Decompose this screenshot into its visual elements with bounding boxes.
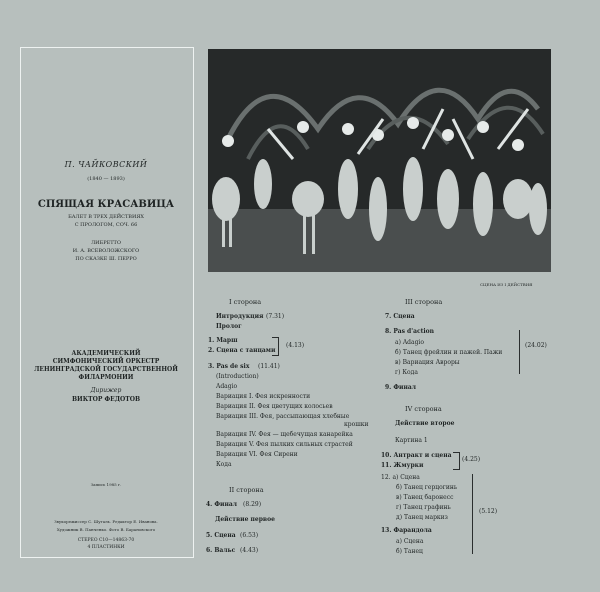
track-11: 11. Жмурки: [381, 462, 424, 469]
track-intro: Интродукция: [216, 313, 264, 320]
track-12e: д) Танец маркиз: [396, 514, 448, 521]
ballet-stage-photo: [208, 49, 551, 272]
track-6: 6. Вальс: [206, 547, 236, 554]
act-2-heading: Действие второе: [395, 420, 455, 427]
track-5-time: (6.53): [240, 532, 259, 539]
credits-line-1: Звукорежиссер С. Шугаль. Редактор Е. Иванова.: [54, 519, 158, 524]
track-13b: б) Танец: [396, 548, 423, 555]
track-12d: г) Танец графинь: [396, 504, 451, 511]
track-6-time: (4.43): [240, 547, 259, 554]
time-1-2: (4.13): [286, 342, 305, 349]
track-8a: а) Adagio: [395, 339, 424, 346]
track-12b: б) Танец герцогинь: [396, 484, 458, 491]
track-3-time: (11.41): [258, 363, 280, 370]
act-1-heading: Действие первое: [215, 516, 275, 523]
variation-3: Вариация III. Фея, рассыпающая хлебные: [216, 413, 350, 420]
variation-4: Вариация IV. Фея — щебечущая канарейка: [216, 431, 353, 438]
track-13a: а) Сцена: [396, 538, 424, 545]
bracket-1-2: [272, 337, 279, 356]
prolog-heading: Пролог: [216, 323, 242, 330]
track-8d: г) Кода: [395, 369, 418, 376]
track-4-time: (8.29): [243, 501, 262, 508]
variation-6: Вариация VI. Фея Сирени: [216, 451, 298, 458]
scene-1-heading: Картина 1: [395, 437, 428, 444]
track-8c: в) Вариация Авроры: [395, 359, 460, 366]
track-1: 1. Марш: [208, 337, 238, 344]
track-3-adagio: Adagio: [216, 383, 238, 390]
side-3-header: III сторона: [405, 298, 443, 306]
conductor-label: Дирижер: [90, 387, 122, 394]
libretto-line-3: ПО СКАЗКЕ Ш. ПЕРРО: [75, 256, 137, 262]
coda: Кода: [216, 461, 232, 468]
bracket-10-11: [453, 452, 460, 470]
track-7: 7. Сцена: [385, 313, 415, 320]
track-5: 5. Сцена: [206, 532, 236, 539]
catalog-number: СТЕРЕО С10—14863-70: [77, 538, 135, 543]
variation-3-cont: крошки: [344, 421, 369, 428]
time-8: (24.02): [525, 342, 547, 349]
composer-name: П. ЧАЙКОВСКИЙ: [64, 160, 148, 169]
bracket-8: [519, 330, 520, 374]
variation-5: Вариация V. Фея пылких сильных страстей: [216, 441, 353, 448]
track-13: 13. Фарандола: [381, 527, 432, 534]
ballet-scene-image: [208, 49, 551, 272]
subtitle-line-1: БАЛЕТ В ТРЕХ ДЕЙСТВИЯХ: [68, 214, 144, 220]
libretto-line-2: И. А. ВСЕВОЛОЖСКОГО: [72, 248, 140, 254]
track-8: 8. Pas d'action: [385, 328, 435, 335]
ballet-title: СПЯЩАЯ КРАСАВИЦА: [37, 199, 175, 210]
track-3: 3. Pas de six: [208, 363, 250, 370]
libretto-line-1: ЛИБРЕТТО: [91, 240, 121, 246]
conductor-name: ВИКТОР ФЕДОТОВ: [71, 396, 141, 403]
side-4-header: IV сторона: [405, 405, 442, 413]
orchestra-line-2: СИМФОНИЧЕСКИЙ ОРКЕСТР: [52, 358, 160, 365]
track-8b: б) Танец фрейлин и пажей. Пажи: [395, 349, 503, 356]
side-2-header: II сторона: [229, 486, 264, 494]
track-4: 4. Финал: [206, 501, 238, 508]
orchestra-line-4: ФИЛАРМОНИИ: [78, 374, 134, 381]
track-9: 9. Финал: [385, 384, 417, 391]
subtitle-line-2: С ПРОЛОГОМ, СОЧ. 66: [74, 222, 138, 228]
time-10-11: (4.25): [462, 456, 481, 463]
photo-caption: СЦЕНА ИЗ I ДЕЙСТВИЯ: [480, 282, 533, 287]
time-12-13: (5.12): [479, 508, 498, 515]
bracket-12-13: [472, 474, 473, 554]
track-12c: в) Танец баронесс: [396, 494, 454, 501]
record-year: Запись 1985 г.: [90, 482, 122, 487]
credits-line-2: Художник В. Панченко. Фото В. Барановского: [56, 527, 156, 532]
side-1-header: I сторона: [229, 298, 262, 306]
orchestra-line-3: ЛЕНИНГРАДСКОЙ ГОСУДАРСТВЕННОЙ: [34, 366, 178, 373]
orchestra-line-1: АКАДЕМИЧЕСКИЙ: [71, 350, 141, 357]
variation-1: Вариация I. Фея искренности: [216, 393, 311, 400]
variation-2: Вариация II. Фея цветущих колосьев: [216, 403, 333, 410]
track-12a: 12. а) Сцена: [381, 474, 420, 481]
track-10: 10. Антракт и сцена: [381, 452, 452, 459]
track-2: 2. Сцена с танцами: [208, 347, 276, 354]
track-3-intro: (Introduction): [216, 373, 259, 380]
track-intro-time: (7.31): [266, 313, 285, 320]
composer-years: (1840 — 1893): [87, 176, 125, 182]
disc-count: 4 ПЛАСТИНКИ: [87, 545, 125, 550]
